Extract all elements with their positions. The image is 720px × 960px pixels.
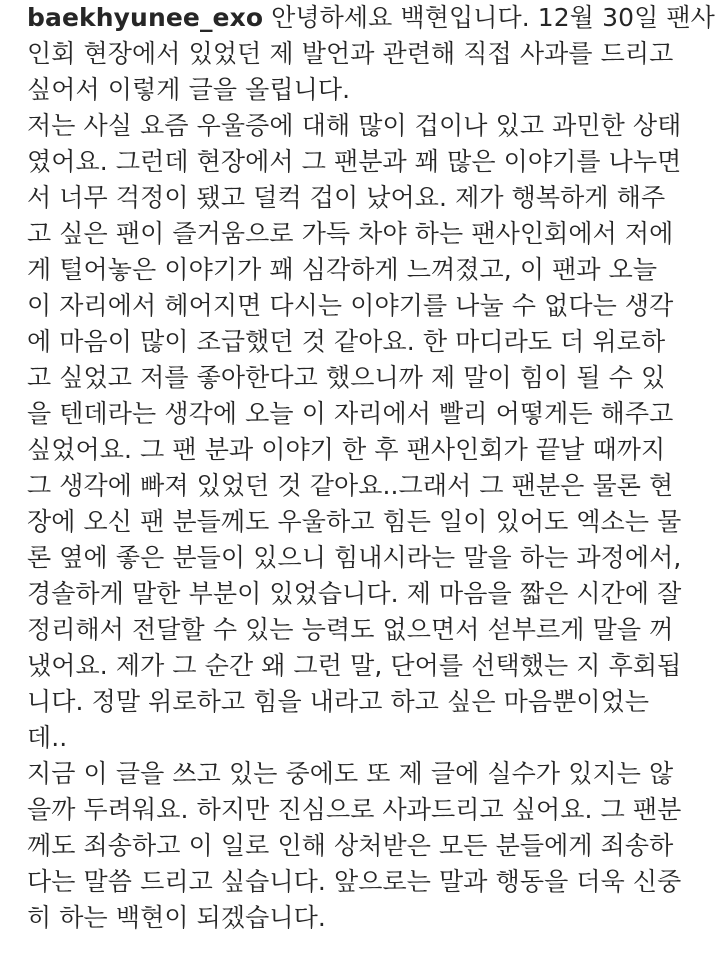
caption-line: 히 하는 백현이 되겠습니다. [27, 903, 326, 932]
caption-line: 고 싶었고 저를 좋아한다고 했으니까 제 말이 힘이 될 수 있 [27, 363, 666, 392]
caption-line: 경솔하게 말한 부분이 있었습니다. 제 마음을 짧은 시간에 잘 [27, 579, 682, 608]
caption-line: 싶어서 이렇게 글을 올립니다. [27, 75, 351, 104]
caption-line: 지금 이 글을 쓰고 있는 중에도 또 제 글에 실수가 있지는 않 [27, 759, 674, 788]
caption-line-1 [27, 0, 715, 38]
caption-line: 니다. 정말 위로하고 힘을 내라고 하고 싶은 마음뿐이었는 [27, 687, 650, 716]
caption-line: 을까 두려워요. 하지만 진심으로 사과드리고 싶어요. 그 팬분 [27, 795, 682, 824]
caption-line: 을 텐데라는 생각에 오늘 이 자리에서 빨리 어떻게든 해주고 [27, 399, 674, 428]
caption-line: 냈어요. 제가 그 순간 왜 그런 말, 단어를 선택했는 지 후회됩 [27, 651, 682, 680]
caption-line: 그 생각에 빠져 있었던 것 같아요..그래서 그 팬분은 물론 현 [27, 471, 674, 500]
caption-line: 서 너무 걱정이 됐고 덜컥 겁이 났어요. 제가 행복하게 해주 [27, 183, 666, 212]
caption-line: 에 마음이 많이 조급했던 것 같아요. 한 마디라도 더 위로하 [27, 327, 666, 356]
caption-line: 였어요. 그런데 현장에서 그 팬분과 꽤 많은 이야기를 나누면 [27, 147, 682, 176]
caption-line: 인회 현장에서 있었던 제 발언과 관련해 직접 사과를 드리고 [27, 39, 674, 68]
caption-line: 게 털어놓은 이야기가 꽤 심각하게 느껴졌고, 이 팬과 오늘 [27, 255, 658, 284]
caption-line: 께도 죄송하고 이 일로 인해 상처받은 모든 분들에게 죄송하 [27, 831, 674, 860]
caption-line: 정리해서 전달할 수 있는 능력도 없으면서 섣부르게 말을 꺼 [27, 615, 674, 644]
caption-line: 싶었어요. 그 팬 분과 이야기 한 후 팬사인회가 끝날 때까지 [27, 435, 666, 464]
username-link[interactable]: baekhyunee_exo [27, 3, 264, 32]
caption-line: 론 옆에 좋은 분들이 있으니 힘내시라는 말을 하는 과정에서, [27, 543, 682, 572]
caption-line: 고 싶은 팬이 즐거움으로 가득 차야 하는 팬사인회에서 저에 [27, 219, 674, 248]
caption-line: 저는 사실 요즘 우울증에 대해 많이 겁이나 있고 과민한 상태 [27, 111, 682, 140]
caption-line: 장에 오신 팬 분들께도 우울하고 힘든 일이 있어도 엑소는 물 [27, 507, 682, 536]
caption-line: 데.. [27, 723, 68, 752]
caption-text: 안녕하세요 백현입니다. 12월 30일 팬사 [271, 3, 715, 32]
caption-line: 다는 말씀 드리고 싶습니다. 앞으로는 말과 행동을 더욱 신중 [27, 867, 682, 896]
caption-line: 이 자리에서 헤어지면 다시는 이야기를 나눌 수 없다는 생각 [27, 291, 674, 320]
